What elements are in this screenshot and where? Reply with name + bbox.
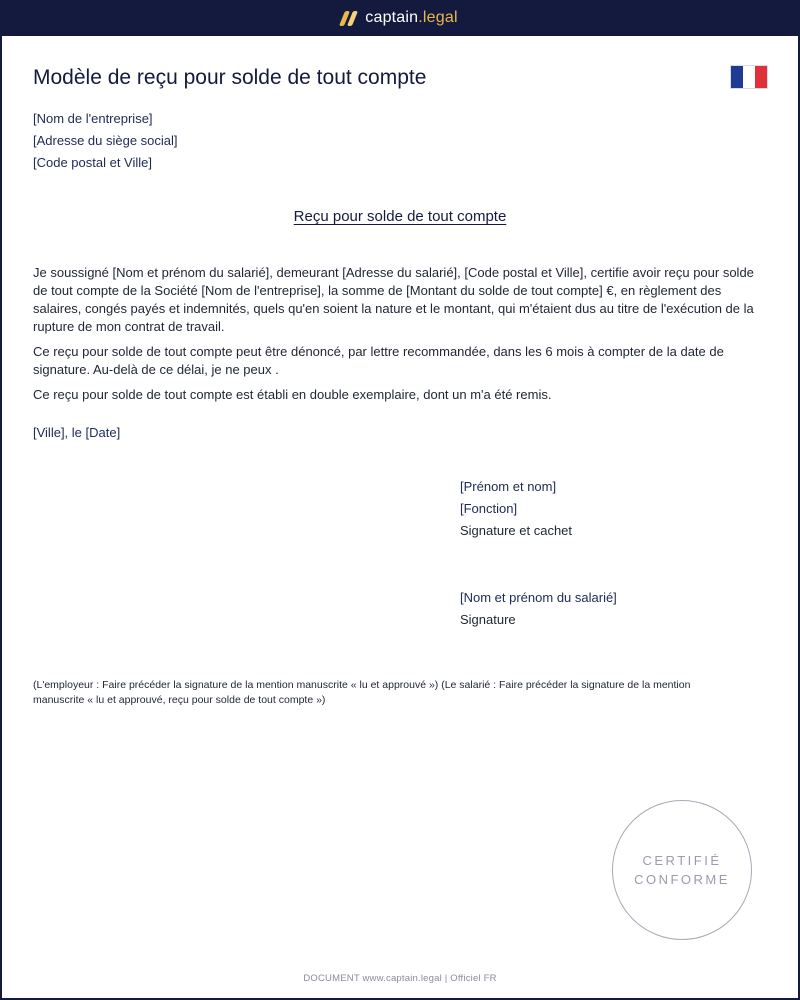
employee-name-placeholder: [Nom et prénom du salarié] <box>460 590 617 605</box>
company-address-block <box>33 110 178 176</box>
employer-signature-block <box>460 476 572 542</box>
brand-logo[interactable] <box>342 9 457 27</box>
receipt-body <box>33 264 758 411</box>
employee-signature-label: Signature <box>460 612 516 627</box>
body-paragraph: Ce reçu pour solde de tout compte est établi en double exemplaire, dont un m'a été remis. <box>33 387 552 402</box>
page-footer: DOCUMENT www.captain.legal | Officiel FR <box>303 973 497 984</box>
brand-name: captain <box>365 9 419 26</box>
company-name-placeholder: [Nom de l'entreprise] <box>33 111 153 126</box>
certified-seal <box>612 800 752 940</box>
body-paragraph: Je soussigné [Nom et prénom du salarié], demeurant [Adresse du salarié], [Code postal et Ville], certifie avoir reçu pour solde de tout compte de la Société [Nom de l'entreprise], la somme de [Montant du solde de tout compte] €, en règlement des salaires, congés payés et indemnités, quels qu'en soient la nature et le montant, qui m'étaient dus au titre de l'exécution de la rupture de mon contrat de travail. <box>33 265 754 334</box>
employee-signature-block <box>460 587 617 631</box>
france-flag-icon <box>730 65 768 89</box>
seal-line-1: CERTIFIÉ <box>642 853 722 868</box>
brand-tld: .legal <box>418 9 458 26</box>
top-bar <box>2 0 798 36</box>
document-title: Modèle de reçu pour solde de tout compte <box>33 66 427 89</box>
employer-signature-label: Signature et cachet <box>460 523 573 538</box>
employer-name-placeholder: [Prénom et nom] <box>460 479 557 494</box>
signature-instructions-note: (L'employeur : Faire précéder la signature de la mention manuscrite « lu et approuvé ») (Le salarié : Faire précéder la signature de la mention manuscrite « lu et approuvé, reçu pour solde de tout compte ») <box>33 679 691 706</box>
employer-role-placeholder: [Fonction] <box>460 501 518 516</box>
seal-line-2: CONFORME <box>634 872 730 887</box>
captain-logo-icon <box>339 11 358 26</box>
body-paragraph: Ce reçu pour solde de tout compte peut être dénoncé, par lettre recommandée, dans les 6 mois à compter de la date de signature. Au-delà de ce délai, je ne peux . <box>33 344 724 377</box>
receipt-heading: Reçu pour solde de tout compte <box>293 208 507 225</box>
place-date-placeholder: [Ville], le [Date] <box>33 425 121 440</box>
company-city-placeholder: [Code postal et Ville] <box>33 155 152 170</box>
company-address-placeholder: [Adresse du siège social] <box>33 133 178 148</box>
